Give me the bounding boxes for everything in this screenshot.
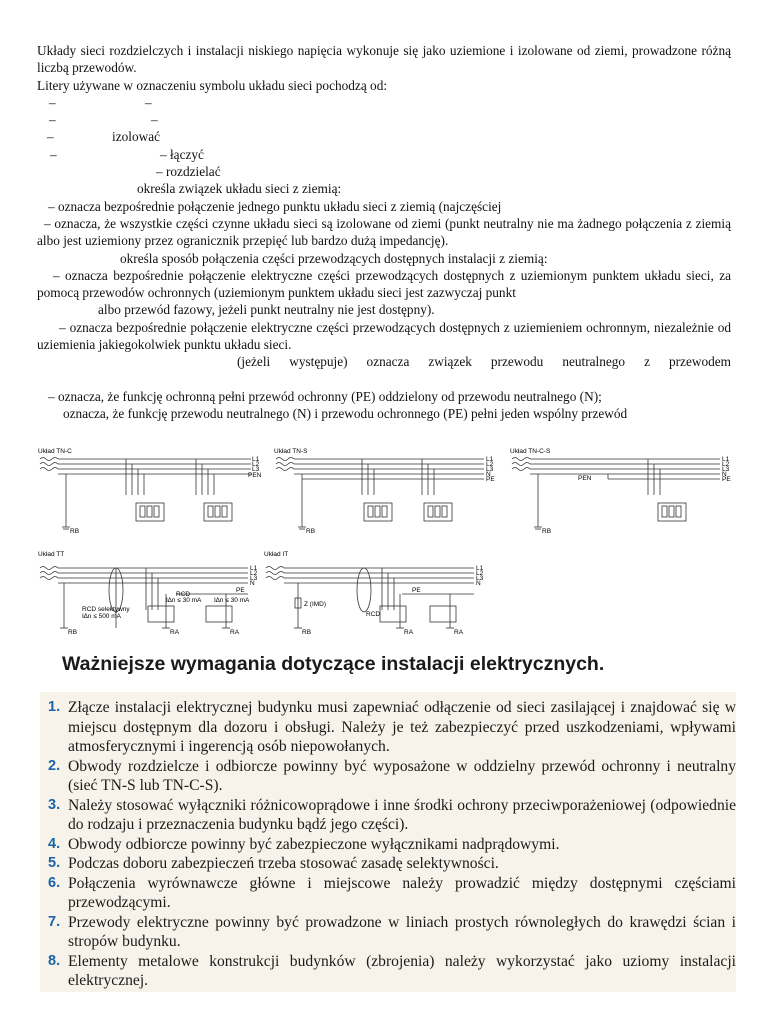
t2-desc: – oznacza bezpośrednie połączenie elektryczne części przewodzących dostępnych z uziemieniem ochronnym, niezależnie od uziemienia jakiegokolwiek punktu układu sieci.	[37, 319, 731, 353]
diagram-tn-c	[36, 445, 266, 537]
dash: –	[151, 112, 158, 128]
line-label: L2	[486, 461, 494, 468]
line-label: L2	[252, 461, 260, 468]
diagram-title: Układ IT	[264, 551, 289, 558]
list-item	[48, 835, 736, 855]
earth-label: RA	[170, 629, 180, 636]
line-label: L1	[722, 456, 730, 463]
diagram-title: Układ TN-C-S	[510, 448, 551, 455]
line-label: N	[722, 471, 727, 478]
item-number: 5.	[48, 855, 61, 871]
i-desc: – oznacza, że wszystkie części czynne układu sieci są izolowane od ziemi (punkt neutralny nie ma żadnego połączenia z ziemią albo jest uziemiony przez ogranicznik przepięć lub bardzo dużą impedancję).	[37, 215, 731, 249]
item-text: Złącze instalacji elektrycznej budynku musi zapewniać odłączenie od sieci zasilającej i znajdować się w miejscu dostępnym dla dozoru i obsługi. Należy je też zabezpieczyć przed uszkodzeniami, wpływami atmosferycznymi i ingerencją osób niepowołanych.	[68, 699, 736, 755]
item-text: Przewody elektryczne powinny być prowadzone w liniach prostych równoległych do krawędzi ścian i stropów budynku.	[68, 913, 736, 950]
first-letter-desc: określa związek układu sieci z ziemią:	[137, 181, 342, 197]
t-desc: – oznacza bezpośrednie połączenie jednego punktu układu sieci z ziemią (najczęściej	[48, 198, 502, 214]
line-label: L3	[250, 575, 258, 582]
line-label: L2	[476, 570, 484, 577]
paragraph-letters: Litery używane w oznaczeniu symbolu układu sieci pochodzą od:	[37, 77, 388, 93]
pe-label: PE	[412, 587, 421, 594]
s-desc: – oznacza, że funkcję ochronną pełni przewód ochronny (PE) oddzielony od przewodu neutralnego (N);	[48, 388, 602, 404]
requirements-list-panel	[40, 692, 736, 992]
requirements-title: Ważniejsze wymagania dotyczące instalacji elektrycznych.	[62, 653, 605, 675]
diagram-tn-s-svg	[272, 445, 502, 537]
diagram-tt	[36, 548, 266, 638]
item-text: Obwody odbiorcze powinny być zabezpieczone wyłącznikami nadprądowymi.	[68, 835, 560, 853]
dash: –	[145, 94, 152, 110]
item-text: Należy stosować wyłączniki różnicowoprądowe i inne środki ochrony przeciwporażeniowej (odpowiednie do rodzaju i przeznaczenia budynku bądź jego części).	[68, 796, 736, 833]
diagram-title: Układ TT	[38, 551, 65, 558]
requirements-list	[40, 692, 736, 991]
line-label: L3	[252, 466, 260, 473]
line-label: N	[250, 580, 255, 587]
rcd-label: RCD	[366, 611, 381, 618]
paragraph-intro: Układy sieci rozdzielczych i instalacji niskiego napięcia wykonuje się jako uziemione i izolowane od ziemi, prowadzone różną liczbą przewodów.	[37, 43, 731, 76]
n-desc-cont: albo przewód fazowy, jeżeli punkt neutralny nie jest dostępny).	[98, 302, 435, 318]
item-number: 6.	[48, 874, 61, 891]
line-label: PEN	[248, 472, 262, 479]
earth-label: RB	[306, 528, 316, 535]
dash: –	[47, 129, 54, 145]
rcd-label: I∆n ≤ 30 mA	[214, 597, 250, 604]
earth-label: RB	[68, 629, 78, 636]
line-label: L2	[250, 570, 258, 577]
intro-text	[37, 42, 731, 423]
item-text: Obwody rozdzielcze i odbiorcze powinny być wyposażone w oddzielny przewód ochronny i neutralny (sieć TN-S lub TN-C-S).	[68, 757, 736, 794]
diagram-it	[262, 548, 492, 638]
diagram-it-svg	[262, 548, 492, 638]
item-number: 1.	[48, 699, 61, 715]
list-item	[48, 913, 736, 952]
item-number: 7.	[48, 913, 61, 930]
word-izolowac: izolować	[112, 129, 160, 145]
item-number: 3.	[48, 796, 61, 813]
third-letter-desc: (jeżeli występuje) oznacza związek przewodu neutralnego z przewodem	[237, 354, 731, 370]
diagram-tn-c-svg	[36, 445, 266, 537]
line-label: L1	[252, 456, 260, 463]
earth-label: RB	[70, 528, 80, 535]
line-label: L3	[476, 575, 484, 582]
earth-label: RA	[404, 629, 414, 636]
line-label: L1	[250, 565, 258, 572]
line-label: L1	[476, 565, 484, 572]
rcd-selective-label: RCD selektywny	[82, 606, 130, 613]
item-number: 2.	[48, 757, 61, 774]
rcd-label: RCD	[176, 591, 191, 598]
line-label: L3	[486, 466, 494, 473]
dash: –	[49, 94, 56, 110]
list-item	[48, 757, 736, 796]
line-label: PE	[722, 476, 731, 483]
diagram-tt-svg	[36, 548, 266, 638]
n-desc: – oznacza bezpośrednie połączenie elektryczne części przewodzących dostępnych z uziemionym punktem układu sieci, za pomocą przewodów ochronnych (uziemionym punktem układu sieci jest zazwyczaj punkt	[37, 267, 731, 301]
imd-label: Z (IMD)	[304, 601, 327, 608]
item-number: 4.	[48, 835, 61, 852]
diagram-tn-c-s	[508, 445, 738, 537]
line-label: PE	[486, 476, 495, 483]
earth-label: RA	[454, 629, 464, 636]
second-letter-desc: określa sposób połączenia części przewodzących dostępnych instalacji z ziemią:	[120, 250, 548, 266]
word-rozdzielac: – rozdzielać	[156, 164, 221, 180]
dash: –	[49, 112, 56, 128]
item-text: Podczas doboru zabezpieczeń trzeba stosować zasadę selektywności.	[68, 855, 499, 872]
c-desc: oznacza, że funkcję przewodu neutralnego (N) i przewodu ochronnego (PE) pełni jeden wspólny przewód	[63, 406, 628, 422]
diagram-title: Układ TN-S	[274, 448, 308, 455]
list-item	[48, 796, 736, 835]
line-label: L3	[722, 466, 730, 473]
item-text: Elementy metalowe konstrukcji budynków (zbrojenia) należy wykorzystać jako uziomy instalacji elektrycznej.	[68, 952, 736, 989]
list-item	[48, 854, 736, 874]
word-laczyc: – łączyć	[160, 146, 204, 162]
list-item	[48, 874, 736, 913]
rcd-label: I∆n ≤ 30 mA	[166, 597, 202, 604]
dash: –	[50, 146, 57, 162]
list-item	[48, 952, 736, 991]
line-label: L1	[486, 456, 494, 463]
diagram-tn-c-s-svg	[508, 445, 738, 537]
earth-label: RA	[230, 629, 240, 636]
line-label: N	[476, 580, 481, 587]
item-text: Połączenia wyrównawcze główne i miejscowe należy prowadzić między dostępnymi częściami przewodzącymi.	[68, 874, 736, 911]
line-label: L2	[722, 461, 730, 468]
pen-label: PEN	[578, 475, 592, 482]
line-label: N	[486, 471, 491, 478]
diagram-title: Układ TN-C	[38, 448, 72, 455]
rcd-selective-label: I∆n ≤ 500 mA	[82, 613, 121, 620]
earth-label: RB	[302, 629, 312, 636]
pe-label: PE	[236, 587, 245, 594]
diagram-tn-s	[272, 445, 502, 537]
item-number: 8.	[48, 952, 61, 969]
earth-label: RB	[542, 528, 552, 535]
list-item	[48, 698, 736, 757]
